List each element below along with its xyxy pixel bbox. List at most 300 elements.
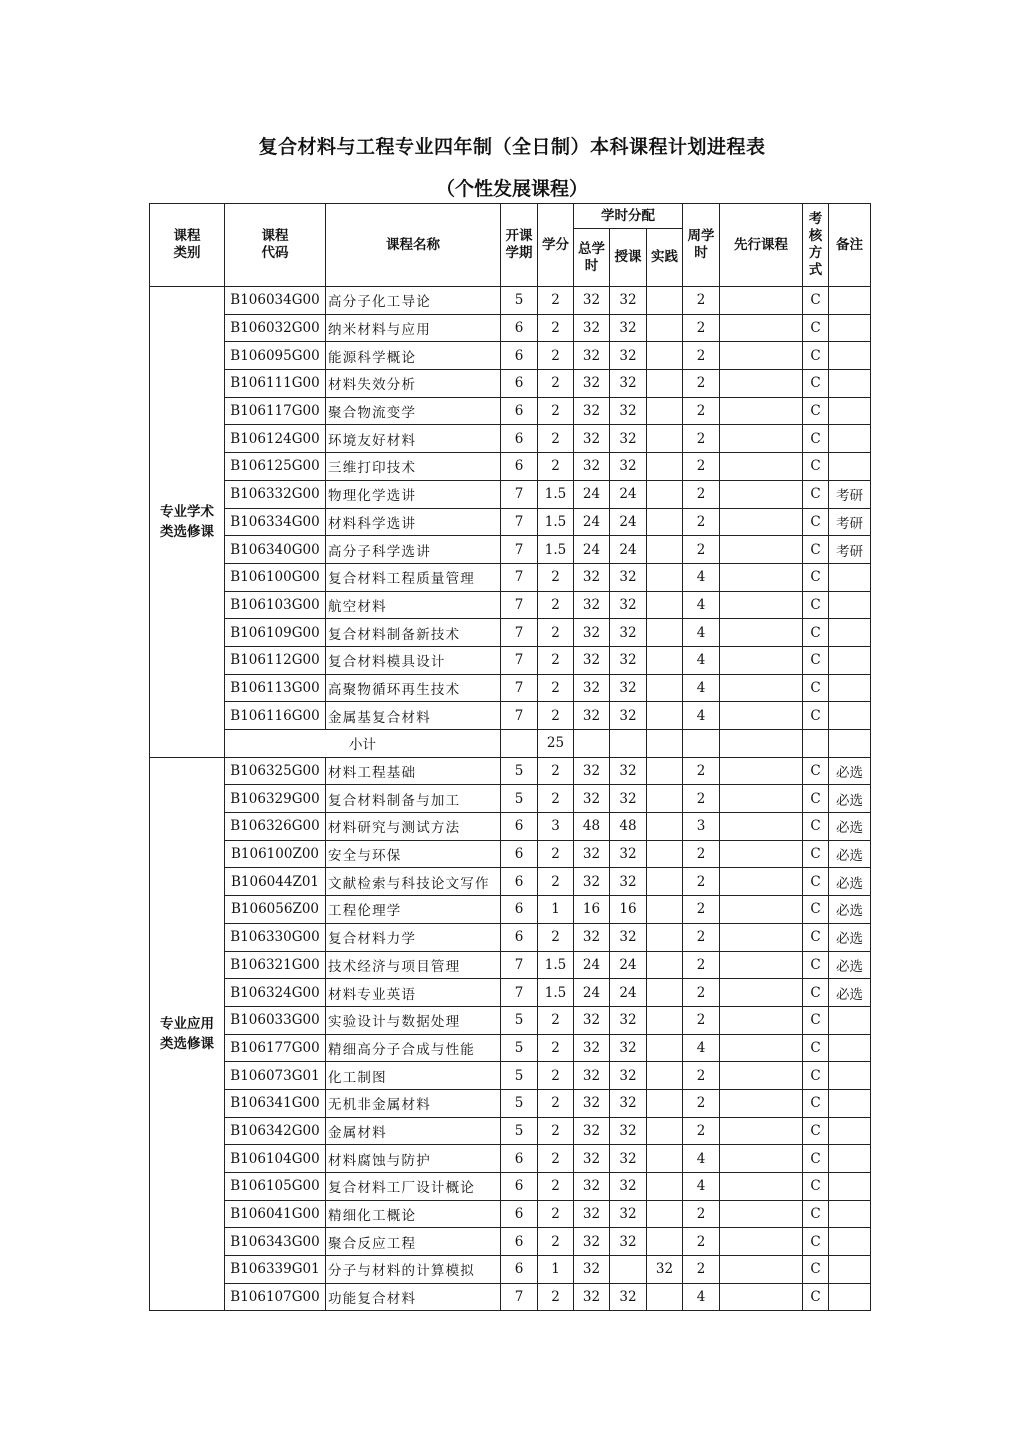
cell-lecture: 32 [610,425,647,453]
cell-weekly: 2 [683,287,720,315]
cell-credits: 2 [538,1200,574,1228]
cell-practice [647,813,683,841]
cell-empty [647,730,683,758]
cell-credits: 2 [538,342,574,370]
cell-weekly: 4 [683,646,720,674]
cell-credits: 2 [538,453,574,481]
cell-lecture: 32 [610,342,647,370]
table-row [150,757,871,785]
cell-name: 物理化学选讲 [326,480,501,508]
cell-semester: 7 [501,979,538,1007]
cell-lecture: 32 [610,563,647,591]
cell-name: 高分子化工导论 [326,287,501,315]
cell-weekly: 2 [683,1228,720,1256]
cell-note: 必选 [829,785,871,813]
table-row [150,1145,871,1173]
table-row [150,1173,871,1201]
cell-code: B106339G01 [225,1256,326,1284]
cell-weekly: 2 [683,923,720,951]
cell-name: 材料专业英语 [326,979,501,1007]
cell-prereq [720,813,803,841]
cell-code: B106334G00 [225,508,326,536]
cell-prereq [720,314,803,342]
cell-name: 材料失效分析 [326,370,501,398]
cell-exam: C [803,1145,829,1173]
header-exam: 考核方式 [803,204,829,287]
cell-weekly: 2 [683,951,720,979]
cell-name: 材料工程基础 [326,757,501,785]
cell-note [829,453,871,481]
cell-code: B106111G00 [225,370,326,398]
cell-name: 三维打印技术 [326,453,501,481]
cell-weekly: 2 [683,840,720,868]
cell-credits: 2 [538,425,574,453]
cell-prereq [720,591,803,619]
cell-name: 分子与材料的计算模拟 [326,1256,501,1284]
cell-weekly: 2 [683,1256,720,1284]
cell-practice [647,370,683,398]
cell-lecture: 16 [610,896,647,924]
table-row [150,923,871,951]
cell-weekly: 4 [683,563,720,591]
cell-total: 32 [574,619,610,647]
table-row [150,674,871,702]
cell-lecture: 24 [610,536,647,564]
cell-total: 32 [574,1006,610,1034]
cell-lecture: 32 [610,1200,647,1228]
cell-weekly: 2 [683,1200,720,1228]
cell-semester: 6 [501,1228,538,1256]
cell-code: B106109G00 [225,619,326,647]
cell-prereq [720,1228,803,1256]
cell-code: B106325G00 [225,757,326,785]
cell-name: 高分子科学选讲 [326,536,501,564]
cell-note: 考研 [829,480,871,508]
cell-code: B106342G00 [225,1117,326,1145]
cell-credits: 2 [538,702,574,730]
cell-exam: C [803,287,829,315]
cell-semester: 6 [501,923,538,951]
cell-practice [647,979,683,1007]
cell-code: B106056Z00 [225,896,326,924]
cell-semester: 7 [501,508,538,536]
cell-code: B106103G00 [225,591,326,619]
cell-practice [647,1062,683,1090]
cell-practice [647,287,683,315]
cell-weekly: 2 [683,1006,720,1034]
page-title: 复合材料与工程专业四年制（全日制）本科课程计划进程表 [258,136,766,158]
cell-total: 32 [574,425,610,453]
table-row [150,1034,871,1062]
cell-credits: 2 [538,840,574,868]
cell-name: 能源科学概论 [326,342,501,370]
cell-semester: 6 [501,1256,538,1284]
cell-exam: C [803,923,829,951]
cell-exam: C [803,896,829,924]
cell-name: 金属材料 [326,1117,501,1145]
cell-semester: 7 [501,480,538,508]
cell-total: 32 [574,868,610,896]
cell-empty [803,730,829,758]
cell-empty [829,730,871,758]
cell-prereq [720,702,803,730]
cell-credits: 1.5 [538,536,574,564]
cell-note [829,287,871,315]
cell-credits: 1.5 [538,508,574,536]
cell-note [829,1145,871,1173]
cell-weekly: 2 [683,314,720,342]
cell-credits: 1.5 [538,951,574,979]
cell-prereq [720,342,803,370]
cell-semester: 6 [501,370,538,398]
cell-weekly: 2 [683,1117,720,1145]
cell-name: 材料腐蚀与防护 [326,1145,501,1173]
cell-total: 48 [574,813,610,841]
cell-prereq [720,508,803,536]
cell-note [829,591,871,619]
cell-note: 必选 [829,813,871,841]
cell-prereq [720,1034,803,1062]
cell-lecture: 32 [610,1006,647,1034]
cell-credits: 3 [538,813,574,841]
cell-semester: 7 [501,702,538,730]
cell-semester: 7 [501,591,538,619]
cell-note: 必选 [829,979,871,1007]
cell-semester: 6 [501,896,538,924]
cell-weekly: 4 [683,619,720,647]
cell-prereq [720,868,803,896]
cell-code: B106332G00 [225,480,326,508]
cell-lecture: 32 [610,287,647,315]
cell-total: 32 [574,702,610,730]
table-row [150,702,871,730]
cell-semester: 7 [501,563,538,591]
cell-total: 32 [574,314,610,342]
cell-practice [647,563,683,591]
cell-credits: 2 [538,1283,574,1311]
cell-practice [647,1117,683,1145]
cell-code: B106330G00 [225,923,326,951]
cell-credits: 2 [538,1062,574,1090]
table-row [150,1062,871,1090]
cell-note [829,563,871,591]
cell-total: 32 [574,1117,610,1145]
table-row [150,1117,871,1145]
cell-exam: C [803,1173,829,1201]
cell-prereq [720,979,803,1007]
cell-exam: C [803,1200,829,1228]
cell-weekly: 4 [683,1145,720,1173]
cell-code: B106041G00 [225,1200,326,1228]
cell-exam: C [803,591,829,619]
cell-lecture: 32 [610,785,647,813]
cell-semester: 6 [501,1200,538,1228]
cell-code: B106343G00 [225,1228,326,1256]
cell-credits: 2 [538,563,574,591]
cell-name: 复合材料制备与加工 [326,785,501,813]
cell-total: 24 [574,536,610,564]
cell-credits: 1.5 [538,979,574,1007]
table-row [150,342,871,370]
cell-code: B106329G00 [225,785,326,813]
cell-note: 考研 [829,508,871,536]
cell-exam: C [803,453,829,481]
cell-credits: 2 [538,1089,574,1117]
cell-lecture: 24 [610,979,647,1007]
cell-weekly: 4 [683,1034,720,1062]
cell-code: B106341G00 [225,1089,326,1117]
cell-name: 航空材料 [326,591,501,619]
cell-name: 化工制图 [326,1062,501,1090]
cell-practice [647,1228,683,1256]
cell-exam: C [803,1006,829,1034]
header-practice: 实践 [647,229,683,287]
cell-lecture: 32 [610,397,647,425]
cell-practice [647,397,683,425]
cell-note [829,397,871,425]
cell-name: 精细高分子合成与性能 [326,1034,501,1062]
cell-semester: 7 [501,646,538,674]
cell-prereq [720,397,803,425]
cell-semester: 7 [501,951,538,979]
table-row [150,646,871,674]
table-row [150,287,871,315]
cell-name: 环境友好材料 [326,425,501,453]
table-row [150,314,871,342]
cell-code: B106177G00 [225,1034,326,1062]
cell-credits: 2 [538,397,574,425]
cell-name: 聚合反应工程 [326,1228,501,1256]
cell-code: B106321G00 [225,951,326,979]
cell-semester: 6 [501,840,538,868]
cell-practice [647,702,683,730]
cell-lecture: 32 [610,1117,647,1145]
cell-practice [647,1200,683,1228]
cell-note [829,1062,871,1090]
cell-credits: 2 [538,1145,574,1173]
cell-weekly: 2 [683,785,720,813]
cell-practice [647,1145,683,1173]
cell-lecture: 32 [610,1062,647,1090]
table-row [150,1256,871,1284]
cell-practice [647,1283,683,1311]
cell-semester: 6 [501,314,538,342]
subtotal-label: 小计 [225,730,501,758]
cell-code: B106100G00 [225,563,326,591]
cell-semester: 5 [501,1006,538,1034]
cell-code: B106324G00 [225,979,326,1007]
cell-name: 复合材料模具设计 [326,646,501,674]
cell-credits: 2 [538,785,574,813]
cell-note: 必选 [829,923,871,951]
cell-weekly: 2 [683,1089,720,1117]
cell-prereq [720,674,803,702]
cell-exam: C [803,840,829,868]
cell-credits: 2 [538,314,574,342]
cell-prereq [720,785,803,813]
cell-weekly: 2 [683,480,720,508]
table-row [150,425,871,453]
table-row [150,480,871,508]
cell-exam: C [803,951,829,979]
cell-semester: 6 [501,453,538,481]
cell-name: 纳米材料与应用 [326,314,501,342]
cell-exam: C [803,646,829,674]
table-row [150,1006,871,1034]
cell-prereq [720,619,803,647]
cell-semester: 5 [501,1034,538,1062]
cell-code: B106095G00 [225,342,326,370]
cell-code: B106112G00 [225,646,326,674]
cell-practice [647,453,683,481]
cell-semester: 5 [501,287,538,315]
cell-weekly: 2 [683,453,720,481]
cell-semester: 7 [501,1283,538,1311]
header-hours-group: 学时分配 [574,204,683,229]
cell-lecture: 32 [610,591,647,619]
cell-lecture: 32 [610,619,647,647]
cell-lecture: 32 [610,840,647,868]
cell-exam: C [803,480,829,508]
table-row [150,453,871,481]
cell-total: 24 [574,480,610,508]
header-code: 课程代码 [225,204,326,287]
cell-empty [574,730,610,758]
cell-name: 复合材料工厂设计概论 [326,1173,501,1201]
cell-code: B106073G01 [225,1062,326,1090]
cell-note [829,342,871,370]
cell-note [829,1200,871,1228]
cell-prereq [720,1089,803,1117]
cell-total: 24 [574,951,610,979]
cell-practice [647,536,683,564]
cell-credits: 2 [538,619,574,647]
cell-credits: 2 [538,287,574,315]
cell-exam: C [803,979,829,1007]
cell-weekly: 2 [683,536,720,564]
cell-exam: C [803,1089,829,1117]
course-plan-table [149,203,871,1311]
cell-code: B106326G00 [225,813,326,841]
cell-code: B106033G00 [225,1006,326,1034]
cell-semester: 5 [501,1089,538,1117]
cell-code: B106100Z00 [225,840,326,868]
cell-note [829,1089,871,1117]
cell-weekly: 4 [683,1283,720,1311]
cell-prereq [720,1117,803,1145]
table-row [150,370,871,398]
cell-credits: 2 [538,1006,574,1034]
table-row [150,813,871,841]
cell-prereq [720,536,803,564]
cell-semester: 6 [501,342,538,370]
header-prereq: 先行课程 [720,204,803,287]
cell-practice [647,674,683,702]
cell-semester: 6 [501,425,538,453]
cell-total: 32 [574,1034,610,1062]
cell-total: 32 [574,840,610,868]
cell-code: B106125G00 [225,453,326,481]
cell-semester: 7 [501,536,538,564]
cell-lecture: 32 [610,646,647,674]
cell-credits: 1 [538,896,574,924]
cell-lecture: 32 [610,923,647,951]
cell-lecture: 32 [610,1283,647,1311]
cell-code: B106032G00 [225,314,326,342]
cell-semester: 5 [501,1062,538,1090]
cell-practice [647,896,683,924]
cell-total: 32 [574,757,610,785]
cell-lecture: 32 [610,674,647,702]
cell-note [829,370,871,398]
cell-total: 16 [574,896,610,924]
cell-practice [647,619,683,647]
cell-credits: 2 [538,923,574,951]
cell-exam: C [803,813,829,841]
cell-exam: C [803,868,829,896]
cell-lecture [610,1256,647,1284]
cell-lecture: 32 [610,757,647,785]
category-cell: 专业学术类选修课 [150,287,225,758]
cell-semester: 6 [501,397,538,425]
cell-note: 考研 [829,536,871,564]
cell-semester: 5 [501,785,538,813]
header-credits: 学分 [538,204,574,287]
cell-prereq [720,425,803,453]
header-lecture: 授课 [610,229,647,287]
cell-note [829,1117,871,1145]
cell-prereq [720,757,803,785]
cell-code: B106104G00 [225,1145,326,1173]
cell-credits: 2 [538,1228,574,1256]
cell-semester: 6 [501,813,538,841]
cell-name: 金属基复合材料 [326,702,501,730]
cell-semester: 5 [501,1117,538,1145]
cell-code: B106124G00 [225,425,326,453]
cell-total: 32 [574,397,610,425]
cell-weekly: 2 [683,397,720,425]
cell-name: 文献检索与科技论文写作 [326,868,501,896]
cell-practice [647,951,683,979]
cell-weekly: 2 [683,342,720,370]
header-note: 备注 [829,204,871,287]
table-row [150,785,871,813]
cell-practice [647,425,683,453]
cell-name: 技术经济与项目管理 [326,951,501,979]
table-row [150,563,871,591]
cell-exam: C [803,425,829,453]
cell-semester: 7 [501,619,538,647]
cell-practice [647,508,683,536]
cell-weekly: 4 [683,674,720,702]
table-row [150,536,871,564]
cell-credits: 2 [538,591,574,619]
header-name: 课程名称 [326,204,501,287]
cell-lecture: 24 [610,508,647,536]
cell-note [829,619,871,647]
cell-empty [610,730,647,758]
cell-exam: C [803,508,829,536]
cell-lecture: 32 [610,1089,647,1117]
cell-exam: C [803,370,829,398]
cell-total: 32 [574,1283,610,1311]
cell-weekly: 2 [683,370,720,398]
cell-lecture: 24 [610,480,647,508]
cell-note: 必选 [829,951,871,979]
category-cell: 专业应用类选修课 [150,757,225,1311]
cell-code: B106340G00 [225,536,326,564]
cell-lecture: 32 [610,1173,647,1201]
